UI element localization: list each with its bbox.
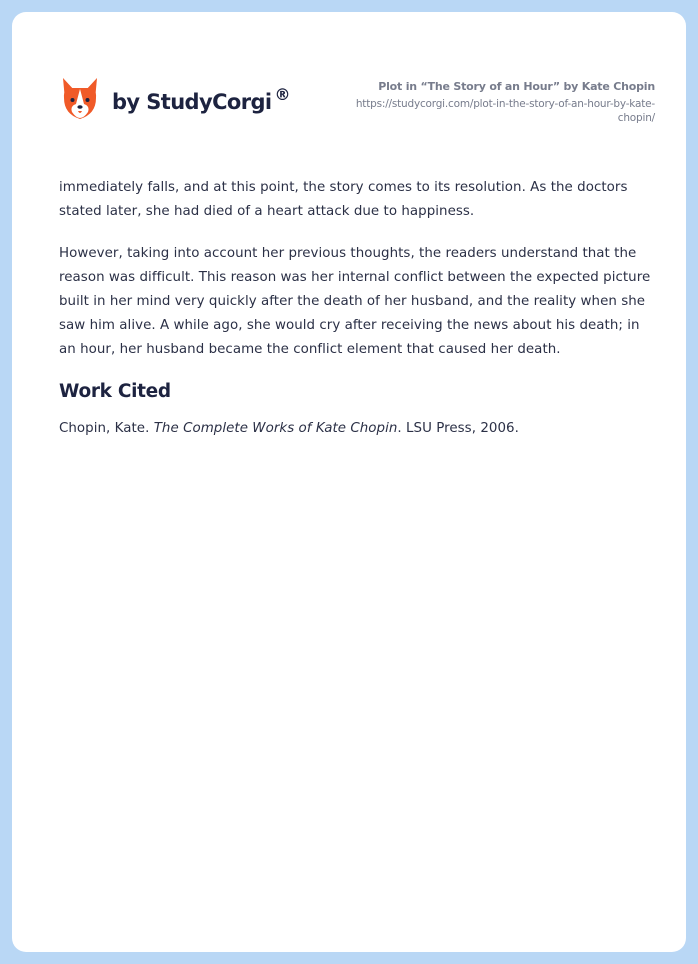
corgi-icon bbox=[60, 76, 100, 122]
body-paragraph: immediately falls, and at this point, the story comes to its resolution. As the doctors stated later, she had died of a heart attack due to happiness. bbox=[59, 180, 628, 219]
citation-entry bbox=[59, 417, 659, 441]
document-url[interactable]: https://studycorgi.com/plot-in-the-story-of-an-hour-by-kate-chopin/ bbox=[355, 98, 655, 124]
brand-name: by StudyCorgi ® bbox=[112, 85, 290, 114]
document-title: Plot in “The Story of an Hour” by Kate Chopin bbox=[378, 80, 655, 93]
citation-title: The Complete Works of Kate Chopin bbox=[153, 421, 398, 436]
body-paragraph: However, taking into account her previous thoughts, the readers understand that the reason was difficult. This reason was her internal conflict between the expected picture built in her mind very quickly after the death of her husband, and the reality when she saw him alive. A while ago, she would cry after receiving the news about his death; in an hour, her husband became the conflict element that caused her death. bbox=[59, 246, 651, 357]
studycorgi-logo[interactable] bbox=[60, 76, 290, 122]
document-page bbox=[12, 12, 686, 952]
citation-publisher: . LSU Press, 2006. bbox=[397, 421, 519, 436]
document-meta bbox=[325, 80, 655, 125]
citation-author: Chopin, Kate. bbox=[59, 421, 154, 436]
registered-mark: ® bbox=[274, 85, 290, 104]
works-cited-heading: Work Cited bbox=[59, 381, 171, 402]
document-body bbox=[59, 176, 659, 441]
